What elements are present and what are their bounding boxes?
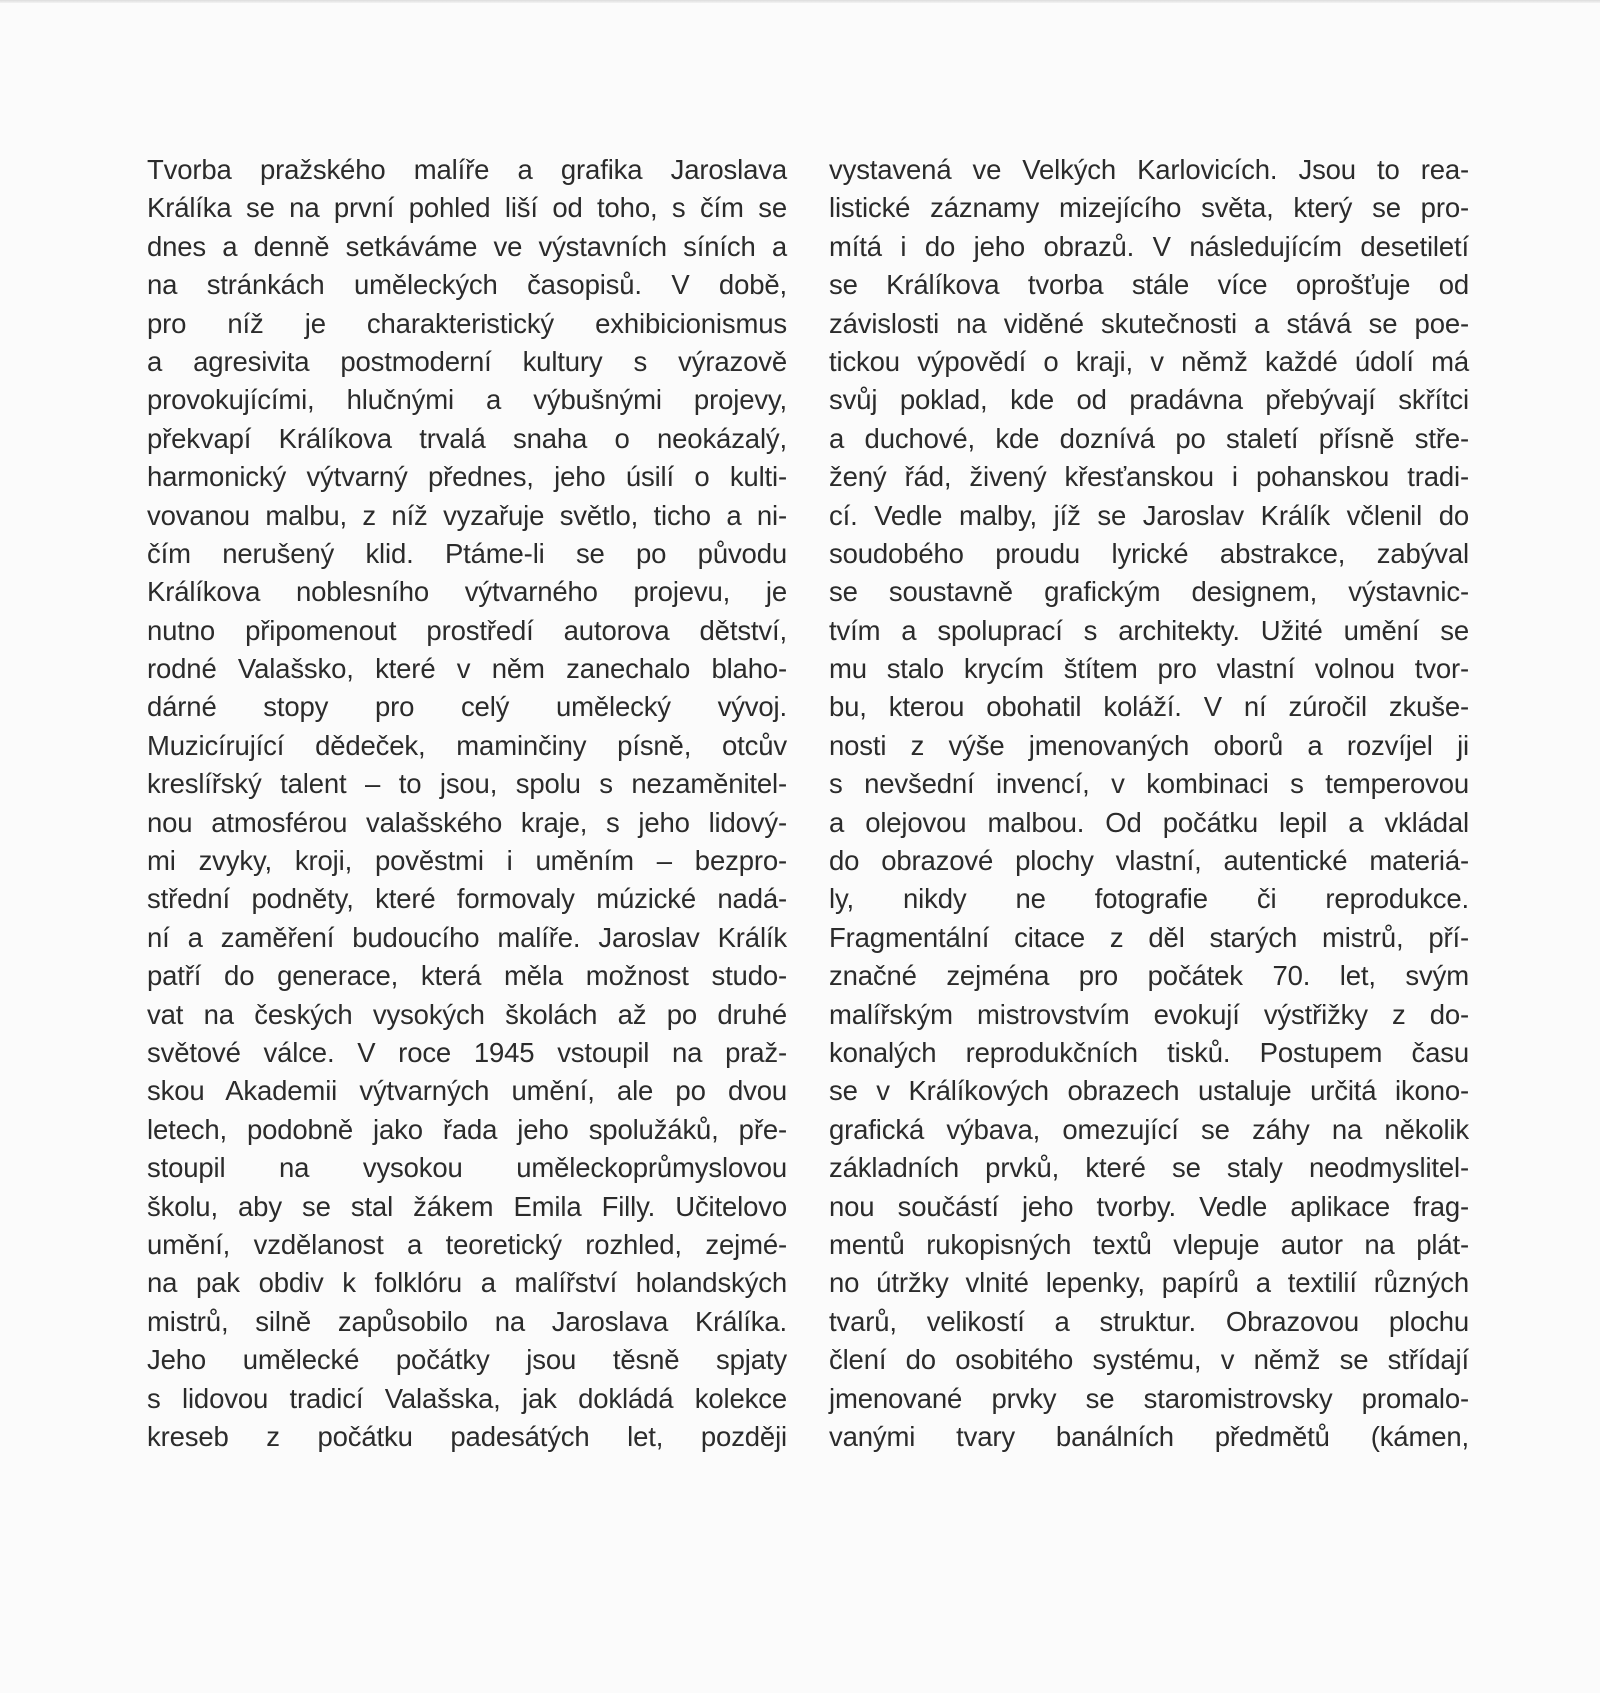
text-line: skou Akademii výtvarných umění, ale po dvou [147, 1075, 787, 1107]
text-line: ly, nikdy ne fotografie či reprodukce. [829, 883, 1469, 915]
text-line: mu stalo krycím štítem pro vlastní volnou tvor- [829, 653, 1469, 685]
text-line: mi zvyky, kroji, pověstmi i uměním – bezpro- [147, 845, 787, 877]
text-line: provokujícími, hlučnými a výbušnými projevy, [147, 384, 787, 416]
text-line: mentů rukopisných textů vlepuje autor na plát- [829, 1228, 1469, 1260]
text-line: mistrů, silně zapůsobilo na Jaroslava Králíka. [147, 1305, 787, 1337]
text-line: školu, aby se stal žákem Emila Filly. Učitelovo [147, 1190, 787, 1222]
text-line: Jeho umělecké počátky jsou těsně spjaty [147, 1344, 787, 1376]
text-line: cí. Vedle malby, jíž se Jaroslav Králík včlenil do [829, 499, 1469, 531]
text-line: a olejovou malbou. Od počátku lepil a vkládal [829, 806, 1469, 838]
text-line: základních prvků, které se staly neodmyslitel- [829, 1152, 1469, 1184]
text-line: tvím a spoluprací s architekty. Užité umění se [829, 614, 1469, 646]
text-line: malířským mistrovstvím evokují výstřižky z do- [829, 998, 1469, 1030]
text-line: do obrazové plochy vlastní, autentické materiá- [829, 845, 1469, 877]
text-line: Králíkova noblesního výtvarného projevu, je [147, 576, 787, 608]
text-line: na stránkách uměleckých časopisů. V době, [147, 269, 787, 301]
text-line: se Králíkova tvorba stále více oprošťuje od [829, 269, 1469, 301]
text-line: grafická výbava, omezující se záhy na několik [829, 1113, 1469, 1145]
text-line: vovanou malbu, z níž vyzařuje světlo, ticho a ni- [147, 499, 787, 531]
text-line: překvapí Králíkova trvalá snaha o neokázalý, [147, 422, 787, 454]
text-line: se v Králíkových obrazech ustaluje určitá ikono- [829, 1075, 1469, 1107]
text-line: značné zejména pro počátek 70. let, svým [829, 960, 1469, 992]
text-line: bu, kterou obohatil koláží. V ní zúročil zkuše- [829, 691, 1469, 723]
text-line: tvarů, velikostí a struktur. Obrazovou plochu [829, 1305, 1469, 1337]
text-line: nou atmosférou valašského kraje, s jeho lidový- [147, 806, 787, 838]
right-text-column [829, 151, 1469, 1456]
text-line: jmenované prvky se staromistrovsky promalo- [829, 1382, 1469, 1414]
text-line: tickou výpovědí o kraji, v němž každé údolí má [829, 345, 1469, 377]
text-line: Králíka se na první pohled liší od toho, s čím se [147, 192, 787, 224]
text-line: na pak obdiv k folklóru a malířství holandských [147, 1267, 787, 1299]
text-line: harmonický výtvarný přednes, jeho úsilí o kulti- [147, 461, 787, 493]
text-line: soudobého proudu lyrické abstrakce, zabýval [829, 537, 1469, 569]
text-line: nosti z výše jmenovaných oborů a rozvíjel ji [829, 729, 1469, 761]
text-line: s nevšední invencí, v kombinaci s temperovou [829, 768, 1469, 800]
text-line: dárné stopy pro celý umělecký vývoj. [147, 691, 787, 723]
text-line: vanými tvary banálních předmětů (kámen, [829, 1420, 1469, 1452]
text-line: umění, vzdělanost a teoretický rozhled, zejmé- [147, 1228, 787, 1260]
text-line: letech, podobně jako řada jeho spolužáků, pře- [147, 1113, 787, 1145]
text-line: světové válce. V roce 1945 vstoupil na praž- [147, 1036, 787, 1068]
text-line: stoupil na vysokou uměleckoprůmyslovou [147, 1152, 787, 1184]
text-line: Fragmentální citace z děl starých mistrů, pří- [829, 921, 1469, 953]
text-line: listické záznamy mizejícího světa, který se pro- [829, 192, 1469, 224]
text-line: svůj poklad, kde od pradávna přebývají skřítci [829, 384, 1469, 416]
text-line: se soustavně grafickým designem, výstavnic- [829, 576, 1469, 608]
text-line: dnes a denně setkáváme ve výstavních síních a [147, 230, 787, 262]
text-line: vat na českých vysokých školách až po druhé [147, 998, 787, 1030]
text-line: žený řád, živený křesťanskou i pohanskou tradi- [829, 461, 1469, 493]
text-line: člení do osobitého systému, v němž se střídají [829, 1344, 1469, 1376]
text-line: konalých reprodukčních tisků. Postupem času [829, 1036, 1469, 1068]
text-line: Tvorba pražského malíře a grafika Jaroslava [147, 154, 787, 185]
text-line: rodné Valašsko, které v něm zanechalo blaho- [147, 653, 787, 685]
text-line: závislosti na viděné skutečnosti a stává se poe- [829, 307, 1469, 339]
text-line: nou součástí jeho tvorby. Vedle aplikace frag- [829, 1190, 1469, 1222]
text-line: ní a zaměření budoucího malíře. Jaroslav Králík [147, 921, 787, 953]
text-line: no útržky vlnité lepenky, papírů a textilií různých [829, 1267, 1469, 1299]
text-line: vystavená ve Velkých Karlovicích. Jsou to rea- [829, 154, 1469, 185]
text-line: čím nerušený klid. Ptáme-li se po původu [147, 537, 787, 569]
text-line: patří do generace, která měla možnost studo- [147, 960, 787, 992]
text-line: mítá i do jeho obrazů. V následujícím desetiletí [829, 230, 1469, 262]
text-line: střední podněty, které formovaly múzické nadá- [147, 883, 787, 915]
text-line: a agresivita postmoderní kultury s výrazově [147, 345, 787, 377]
left-text-column [147, 151, 787, 1456]
text-line: s lidovou tradicí Valašska, jak dokládá kolekce [147, 1382, 787, 1414]
text-line: kreseb z počátku padesátých let, později [147, 1420, 787, 1452]
text-line: a duchové, kde doznívá po staletí přísně stře- [829, 422, 1469, 454]
text-line: kreslířský talent – to jsou, spolu s nezaměnitel- [147, 768, 787, 800]
text-line: pro níž je charakteristický exhibicionismus [147, 307, 787, 339]
text-line: nutno připomenout prostředí autorova dětství, [147, 614, 787, 646]
text-line: Muzicírující dědeček, maminčiny písně, otcův [147, 729, 787, 761]
